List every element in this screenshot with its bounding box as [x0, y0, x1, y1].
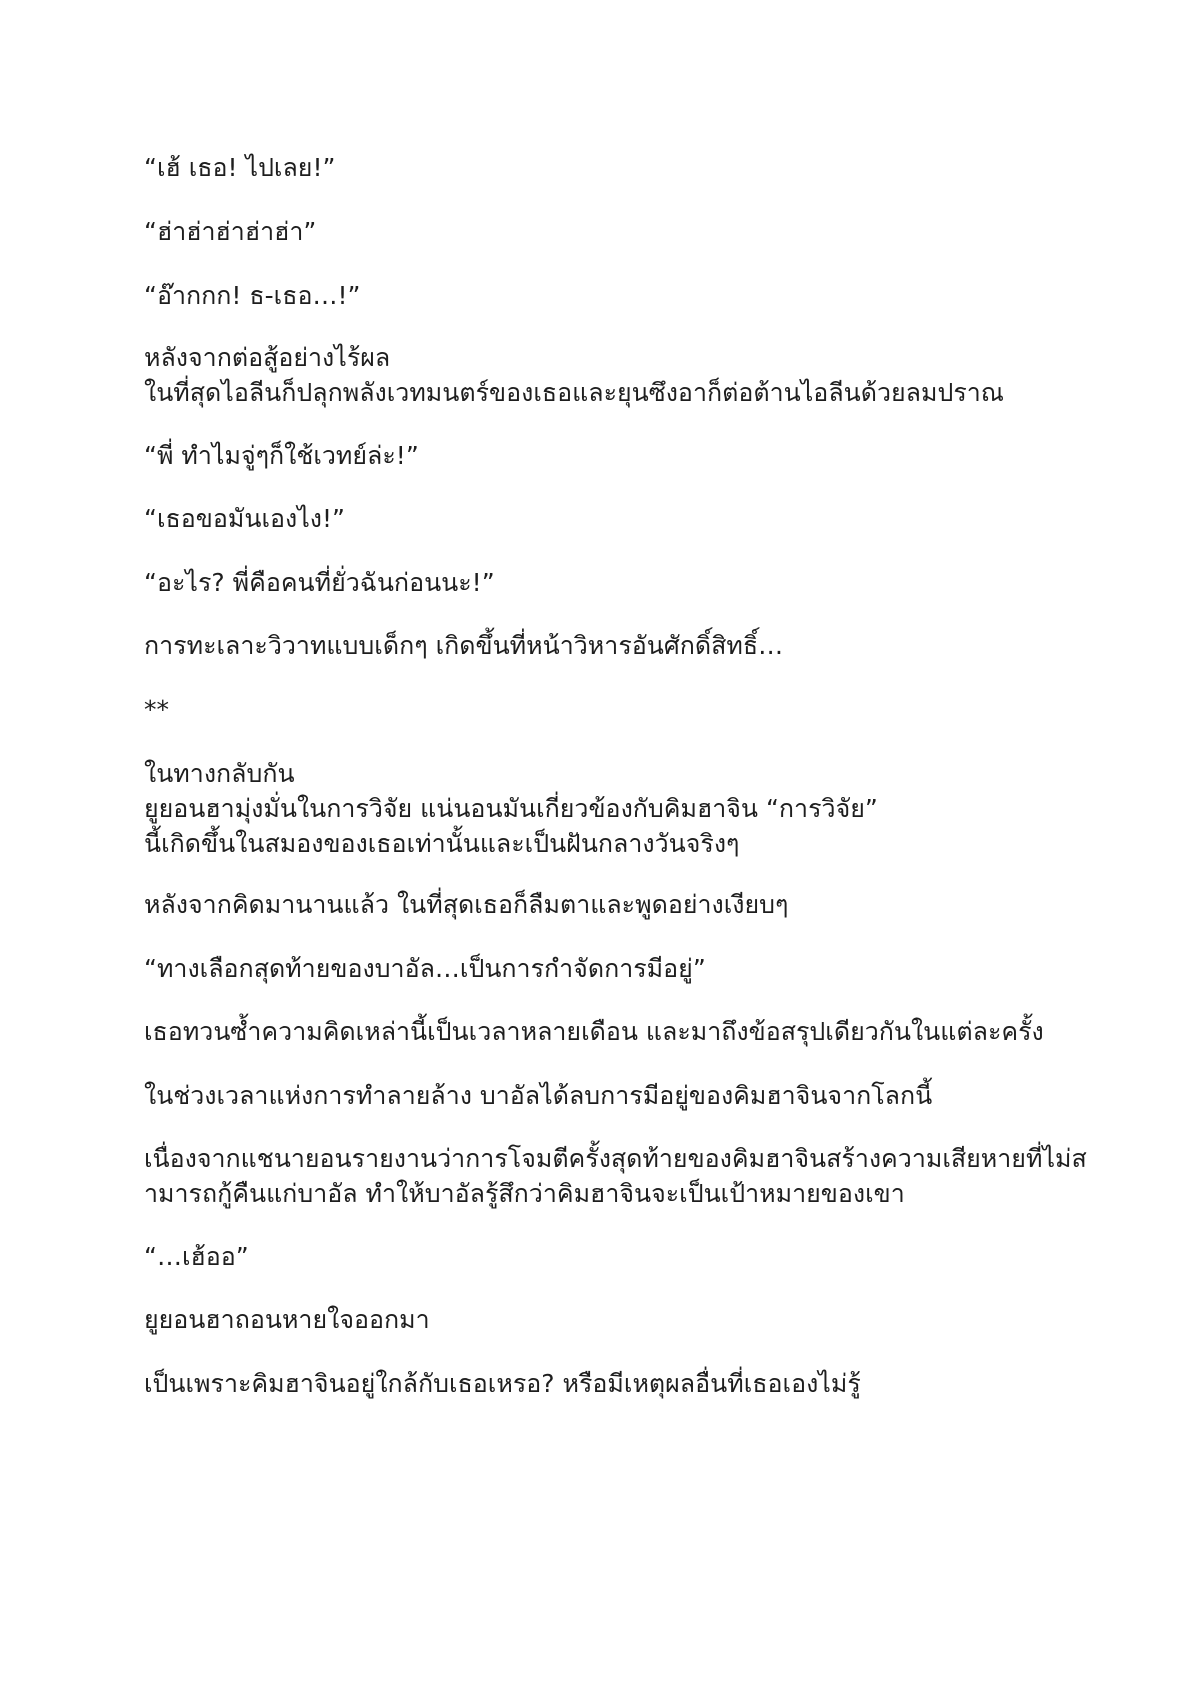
paragraph [144, 628, 1064, 663]
paragraph [144, 1239, 1064, 1274]
text-line: “ฮ่าฮ่าฮ่าฮ่าฮ่า” [144, 217, 317, 246]
text-line: “อ๊ากกก! ธ-เธอ…!” [144, 281, 361, 310]
paragraph [144, 1366, 1064, 1401]
paragraph [144, 1141, 1087, 1211]
text-line: “เฮ้ เธอ! ไปเลย!” [144, 153, 336, 182]
paragraph [144, 214, 1064, 249]
text-line: “…เฮ้ออ” [144, 1242, 249, 1271]
text-line: ในช่วงเวลาแห่งการทำลายล้าง บาอัลได้ลบการมีอยู่ของคิมฮาจินจากโลกนี้ [144, 1081, 933, 1110]
paragraph [144, 951, 1064, 986]
paragraph [144, 756, 1064, 861]
paragraph [144, 150, 1064, 185]
text-line: หลังจากต่อสู้อย่างไร้ผล [144, 343, 391, 372]
text-line: “อะไร? พี่คือคนที่ยั่วฉันก่อนนะ!” [144, 568, 495, 597]
paragraph [144, 340, 1064, 410]
text-line: “พี่ ทำไมจู่ๆก็ใช้เวทย์ล่ะ!” [144, 441, 419, 470]
text-line: การทะเลาะวิวาทแบบเด็กๆ เกิดขึ้นที่หน้าวิหารอันศักดิ์สิทธิ์… [144, 631, 784, 660]
text-line: “เธอขอมันเองไง!” [144, 504, 345, 533]
paragraph [144, 501, 1064, 536]
text-line: ามารถกู้คืนแก่บาอัล ทำให้บาอัลรู้สึกว่าคิมฮาจินจะเป็นเป้าหมายของเขา [144, 1179, 905, 1208]
text-line: ในทางกลับกัน [144, 759, 295, 788]
paragraph [144, 1078, 1064, 1113]
paragraph [144, 565, 1064, 600]
text-line: เป็นเพราะคิมฮาจินอยู่ใกล้กับเธอเหรอ? หรือมีเหตุผลอื่นที่เธอเองไม่รู้ [144, 1369, 861, 1398]
paragraph [144, 1302, 1064, 1337]
text-line: ยูยอนฮาถอนหายใจออกมา [144, 1305, 430, 1334]
paragraph [144, 278, 1064, 313]
paragraph [144, 887, 1064, 922]
section-separator [144, 692, 1064, 727]
paragraph [144, 1014, 1064, 1049]
text-line: นี้เกิดขึ้นในสมองของเธอเท่านั้นและเป็นฝันกลางวันจริงๆ [144, 829, 740, 858]
text-line: ในที่สุดไอลีนก็ปลุกพลังเวทมนตร์ของเธอและยุนซึงอาก็ต่อต้านไอลีนด้วยลมปราณ [144, 378, 1004, 407]
text-line: ยูยอนฮามุ่งมั่นในการวิจัย แน่นอนมันเกี่ยวข้องกับคิมฮาจิน “การวิจัย” [144, 794, 878, 823]
text-line: เนื่องจากแชนายอนรายงานว่าการโจมตีครั้งสุดท้ายของคิมฮาจินสร้างความเสียหายที่ไม่ส [144, 1144, 1087, 1173]
text-line: หลังจากคิดมานานแล้ว ในที่สุดเธอก็ลืมตาและพูดอย่างเงียบๆ [144, 890, 789, 919]
paragraph [144, 438, 1064, 473]
text-line: ** [144, 695, 169, 724]
text-line: “ทางเลือกสุดท้ายของบาอัล…เป็นการกำจัดการมีอยู่” [144, 954, 706, 983]
text-line: เธอทวนซ้ำความคิดเหล่านี้เป็นเวลาหลายเดือน และมาถึงข้อสรุปเดียวกันในแต่ละครั้ง [144, 1017, 1044, 1046]
